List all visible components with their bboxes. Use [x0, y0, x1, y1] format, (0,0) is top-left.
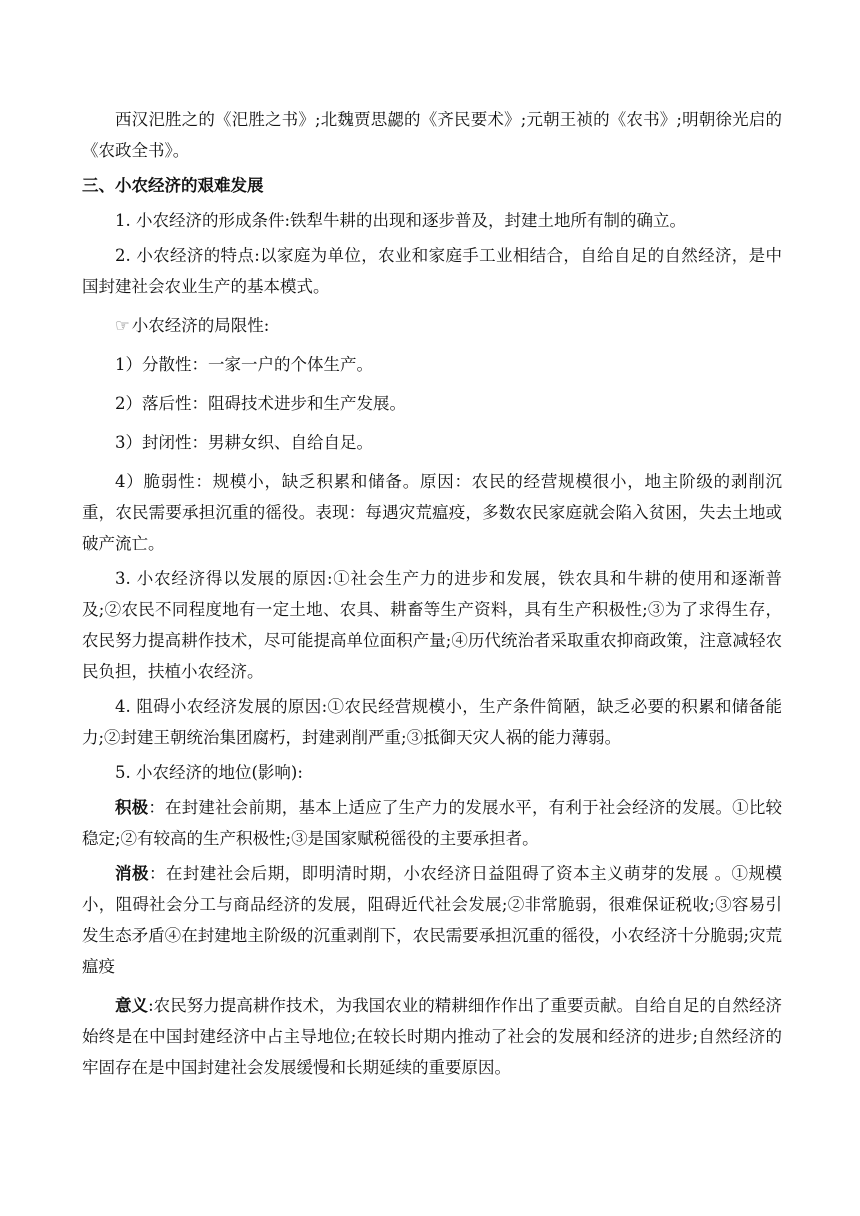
features-paragraph: 2. 小农经济的特点:以家庭为单位，农业和家庭手工业相结合，自给自足的自然经济，是中国封建社会农业生产的基本模式。 — [82, 246, 782, 296]
limitation-item: 4）脆弱性：规模小，缺乏积累和储备。原因：农民的经营规模很小，地主阶级的剥削沉重，农民需要承担沉重的徭役。表现：每遇灾荒瘟疫，多数农民家庭就会陷入贫困，失去土地或破产流亡。 — [82, 472, 782, 553]
negative-label: 消极 — [115, 864, 149, 883]
negative-text: ：在封建社会后期，即明清时期，小农经济日益阻碍了资本主义萌芽的发展 。①规模小，阻碍社会分工与商品经济的发展，阻碍近代社会发展;②非常脆弱，很难保证税收;③容易引发生态矛盾④在封建地主阶级的沉重剥削下，农民需要承担沉重的徭役，小农经济十分脆弱;灾荒瘟疫 — [82, 864, 782, 976]
limitations-title: 小农经济的局限性: — [131, 316, 270, 335]
status-heading: 5. 小农经济的地位(影响): — [115, 763, 303, 782]
obstacle-reasons-paragraph: 4. 阻碍小农经济发展的原因:①农民经营规模小，生产条件简陋，缺乏必要的积累和储备能力;②封建王朝统治集团腐朽，封建剥削严重;③抵御天灾人祸的能力薄弱。 — [82, 697, 782, 747]
positive-paragraph — [82, 792, 782, 854]
limitation-item: 2）落后性：阻碍技术进步和生产发展。 — [115, 394, 406, 413]
limitation-item: 1）分散性：一家一户的个体生产。 — [115, 355, 373, 374]
formation-paragraph: 1. 小农经济的形成条件:铁犁牛耕的出现和逐步普及，封建土地所有制的确立。 — [115, 211, 687, 230]
development-reasons-paragraph: 3. 小农经济得以发展的原因:①社会生产力的进步和发展，铁农具和牛耕的使用和逐渐普及;②农民不同程度地有一定土地、农具、耕畜等生产资料，具有生产积极性;③为了求得生存，农民努力提高耕作技术，尽可能提高单位面积产量;④历代统治者采取重农抑商政策，注意减轻农民负担，扶植小农经济。 — [82, 569, 782, 681]
limitation-item: 3）封闭性：男耕女织、自给自足。 — [115, 433, 373, 452]
intro-paragraph: 西汉汜胜之的《汜胜之书》;北魏贾思勰的《齐民要术》;元朝王祯的《农书》;明朝徐光启的《农政全书》。 — [82, 110, 782, 160]
meaning-text: :农民努力提高耕作技术，为我国农业的精耕细作作出了重要贡献。自给自足的自然经济始终是在中国封建经济中占主导地位;在较长时期内推动了社会的发展和经济的进步;自然经济的牢固存在是中国封建社会发展缓慢和长期延续的重要原因。 — [82, 996, 783, 1077]
positive-label: 积极 — [115, 798, 149, 817]
meaning-paragraph — [82, 990, 782, 1083]
limitations-heading — [82, 310, 782, 341]
document-page — [82, 104, 782, 1087]
negative-paragraph — [82, 858, 782, 982]
meaning-label: 意义 — [115, 996, 149, 1015]
section-title: 三、小农经济的艰难发展 — [82, 176, 264, 195]
positive-text: ：在封建社会前期，基本上适应了生产力的发展水平，有利于社会经济的发展。①比较稳定;②有较高的生产积极性;③是国家赋税徭役的主要承担者。 — [82, 798, 783, 848]
pointing-hand-icon: ☞ — [115, 316, 130, 335]
